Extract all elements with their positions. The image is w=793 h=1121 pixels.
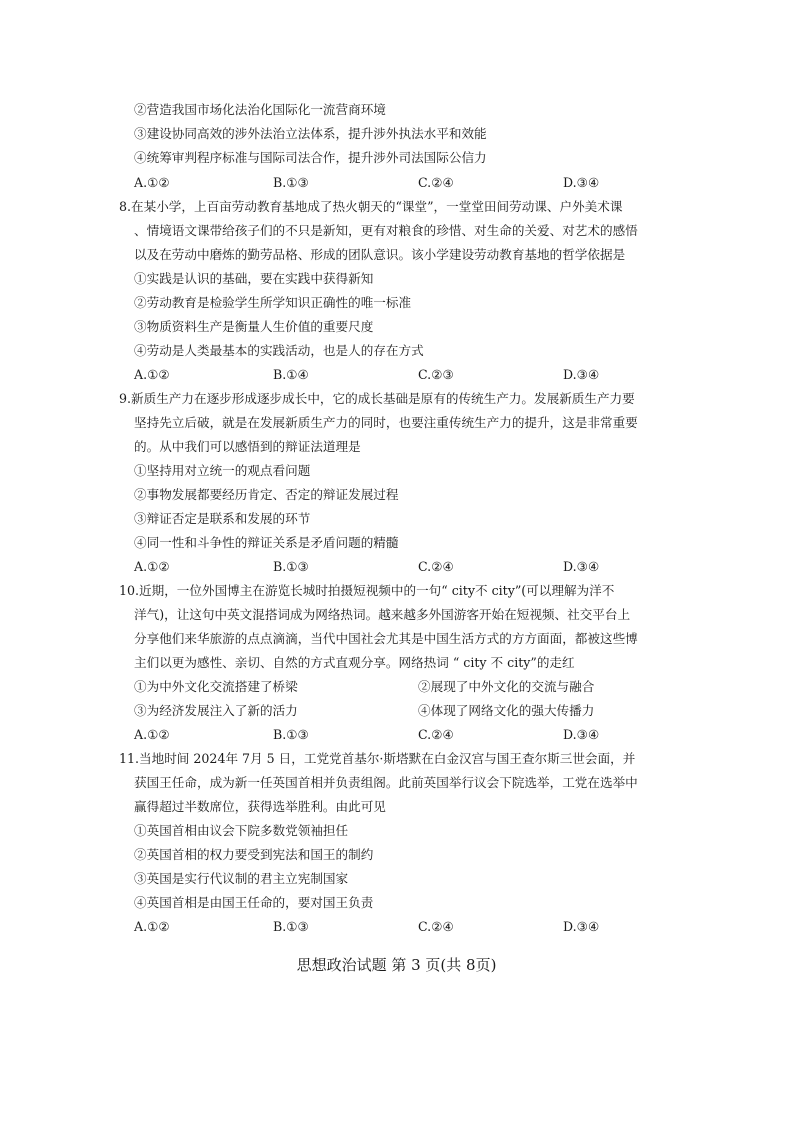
q8-option-d: D.③④ bbox=[563, 367, 600, 382]
q8-stem-line-1: 8.在某小学，上百亩劳动教育基地成了热火朝天的“课堂”，一堂堂田间劳动课、户外美术课 bbox=[119, 199, 623, 214]
q8-option-b: B.①④ bbox=[273, 367, 309, 382]
q8-stem-line-3: 以及在劳动中磨炼的勤劳品格、形成的团队意识。该小学建设劳动教育基地的哲学依据是 bbox=[134, 247, 626, 262]
q11-stem-line-2: 获国王任命，成为新一任英国首相并负责组阁。此前英国举行议会下院选举，工党在选举中 bbox=[134, 775, 638, 790]
q9-option-b: B.①③ bbox=[273, 559, 309, 574]
q7-statement-4: ④统筹审判程序标准与国际司法合作，提升涉外司法国际公信力 bbox=[134, 150, 487, 165]
q10-stem-line-1: 10.近期，一位外国博主在游览长城时拍摄短视频中的一句“ city不 city”(可以理解为洋不 bbox=[119, 583, 615, 598]
q11-option-b: B.①③ bbox=[273, 919, 309, 934]
q8-option-a: A.①② bbox=[134, 367, 170, 382]
q7-option-b: B.①③ bbox=[273, 175, 309, 190]
q7-statement-3: ③建设协同高效的涉外法治立法体系，提升涉外执法水平和效能 bbox=[134, 126, 487, 141]
q8-statement-1: ①实践是认识的基础，要在实践中获得新知 bbox=[134, 271, 374, 286]
page-footer: 思想政治试题 第 3 页(共 8页) bbox=[296, 956, 497, 974]
q10-option-a: A.①② bbox=[134, 727, 170, 742]
q7-statement-2: ②营造我国市场化法治化国际化一流营商环境 bbox=[134, 102, 386, 117]
q11-option-a: A.①② bbox=[134, 919, 170, 934]
q10-stem-line-4: 主们以更为感性、亲切、自然的方式直观分享。网络热词 “ city 不 city”的走红 bbox=[134, 655, 575, 670]
q11-statement-3: ③英国是实行代议制的君主立宪制国家 bbox=[134, 871, 349, 886]
q10-statement-1: ①为中外文化交流搭建了桥梁 bbox=[134, 679, 298, 694]
q9-stem-line-3: 的。从中我们可以感悟到的辩证法道理是 bbox=[134, 439, 361, 454]
q9-statement-4: ④同一性和斗争性的辩证关系是矛盾问题的精髓 bbox=[134, 535, 399, 550]
q7-option-a: A.①② bbox=[134, 175, 170, 190]
q11-option-c: C.②④ bbox=[418, 919, 454, 934]
q11-statement-1: ①英国首相由议会下院多数党领袖担任 bbox=[134, 823, 349, 838]
q11-option-d: D.③④ bbox=[563, 919, 600, 934]
q8-statement-2: ②劳动教育是检验学生所学知识正确性的唯一标准 bbox=[134, 295, 412, 310]
q9-option-d: D.③④ bbox=[563, 559, 600, 574]
q10-option-d: D.③④ bbox=[563, 727, 600, 742]
q10-statement-4: ④体现了网络文化的强大传播力 bbox=[418, 703, 595, 718]
q8-statement-4: ④劳动是人类最基本的实践活动，也是人的存在方式 bbox=[134, 343, 424, 358]
q11-statement-4: ④英国首相是由国王任命的，要对国王负责 bbox=[134, 895, 374, 910]
q9-stem-line-1: 9.新质生产力在逐步形成逐步成长中，它的成长基础是原有的传统生产力。发展新质生产力要 bbox=[119, 391, 635, 406]
q9-statement-2: ②事物发展都要经历肯定、否定的辩证发展过程 bbox=[134, 487, 399, 502]
q10-option-c: C.②④ bbox=[418, 727, 454, 742]
q10-statement-2: ②展现了中外文化的交流与融合 bbox=[418, 679, 595, 694]
q11-stem-line-1: 11.当地时间 2024年 7月 5 日，工党党首基尔·斯塔默在白金汉宫与国王查尔斯三世会面，并 bbox=[119, 751, 636, 766]
q9-option-c: C.②④ bbox=[418, 559, 454, 574]
q10-statement-3: ③为经济发展注入了新的活力 bbox=[134, 703, 298, 718]
q7-option-d: D.③④ bbox=[563, 175, 600, 190]
q9-statement-1: ①坚持用对立统一的观点看问题 bbox=[134, 463, 311, 478]
q8-stem-line-2: 、情境语文课带给孩子们的不只是新知，更有对粮食的珍惜、对生命的关爱、对艺术的感悟 bbox=[134, 223, 638, 238]
q8-statement-3: ③物质资料生产是衡量人生价值的重要尺度 bbox=[134, 319, 374, 334]
q8-option-c: C.②③ bbox=[418, 367, 454, 382]
q9-statement-3: ③辩证否定是联系和发展的环节 bbox=[134, 511, 311, 526]
q9-stem-line-2: 坚持先立后破，就是在发展新质生产力的同时，也要注重传统生产力的提升，这是非常重要 bbox=[134, 415, 638, 430]
q7-option-c: C.②④ bbox=[418, 175, 454, 190]
q10-stem-line-2: 洋气)，让这句中英文混搭词成为网络热词。越来越多外国游客开始在短视频、社交平台上 bbox=[134, 607, 631, 622]
q11-stem-line-3: 赢得超过半数席位，获得选举胜利。由此可见 bbox=[134, 799, 386, 814]
q10-option-b: B.①③ bbox=[273, 727, 309, 742]
q9-option-a: A.①② bbox=[134, 559, 170, 574]
q10-stem-line-3: 分享他们来华旅游的点点滴滴，当代中国社会尤其是中国生活方式的方方面面，都被这些博 bbox=[134, 631, 638, 646]
q11-statement-2: ②英国首相的权力要受到宪法和国王的制约 bbox=[134, 847, 374, 862]
